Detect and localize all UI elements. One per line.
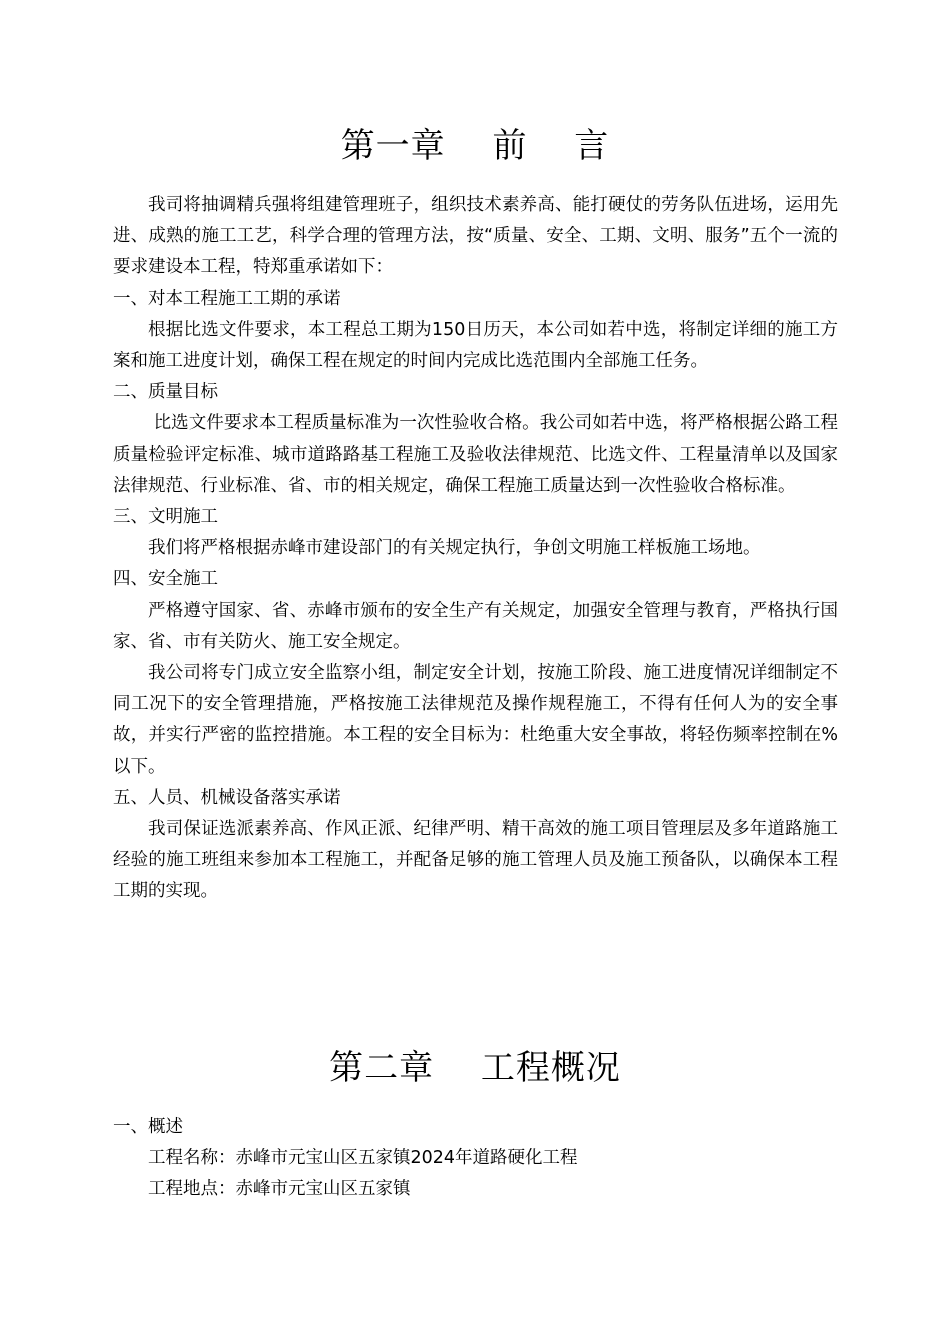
section-heading-overview: 一、概述 (113, 1117, 183, 1137)
chapter-1-title: 第一章 前 言 (340, 126, 610, 166)
chapter-2-title: 第二章 工程概况 (329, 1048, 621, 1088)
section-paragraph: 我们将严格根据赤峰市建设部门的有关规定执行，争创文明施工样板施工场地。 (148, 538, 761, 559)
section-paragraph: 根据比选文件要求，本工程总工期为150日历天，本公司如若中选，将制定详细的施工方案和施工进度计划，确保工程在规定的时间内完成比选范围内全部施工任务。 (113, 319, 838, 372)
project-name-line: 工程名称：赤峰市元宝山区五家镇2024年道路硬化工程 (148, 1148, 578, 1169)
chapter-2-body (113, 1112, 838, 1206)
section-heading-schedule: 一、对本工程施工工期的承诺 (113, 288, 341, 309)
intro-paragraph: 我司将抽调精兵强将组建管理班子，组织技术素养高、能打硬仗的劳务队伍进场，运用先进、成熟的施工工艺，科学合理的管理方法，按“质量、安全、工期、文明、服务”五个一流的要求建设本工程，特郑重承诺如下： (113, 195, 838, 278)
section-heading-civilized: 三、文明施工 (113, 507, 218, 528)
section-heading-quality: 二、质量目标 (113, 382, 218, 403)
chapter-1-body (113, 190, 838, 908)
section-heading-safety: 四、安全施工 (113, 569, 218, 590)
section-paragraph: 比选文件要求本工程质量标准为一次性验收合格。我公司如若中选，将严格根据公路工程质量检验评定标准、城市道路路基工程施工及验收法律规范、比选文件、工程量清单以及国家法律规范、行业标准、省、市的相关规定，确保工程施工质量达到一次性验收合格标准。 (113, 413, 838, 496)
section-paragraph: 我司保证选派素养高、作风正派、纪律严明、精干高效的施工项目管理层及多年道路施工经验的施工班组来参加本工程施工，并配备足够的施工管理人员及施工预备队，以确保本工程工期的实现。 (113, 819, 838, 902)
project-location-line: 工程地点：赤峰市元宝山区五家镇 (148, 1179, 411, 1200)
section-paragraph: 严格遵守国家、省、赤峰市颁布的安全生产有关规定，加强安全管理与教育，严格执行国家、省、市有关防火、施工安全规定。 (113, 600, 838, 652)
section-heading-personnel: 五、人员、机械设备落实承诺 (113, 787, 341, 808)
section-paragraph: 我公司将专门成立安全监察小组，制定安全计划，按施工阶段、施工进度情况详细制定不同工况下的安全管理措施，严格按施工法律规范及操作规程施工，不得有任何人为的安全事故，并实行严密的监控措施。本工程的安全目标为：杜绝重大安全事故，将轻伤频率控制在%以下。 (113, 663, 838, 777)
